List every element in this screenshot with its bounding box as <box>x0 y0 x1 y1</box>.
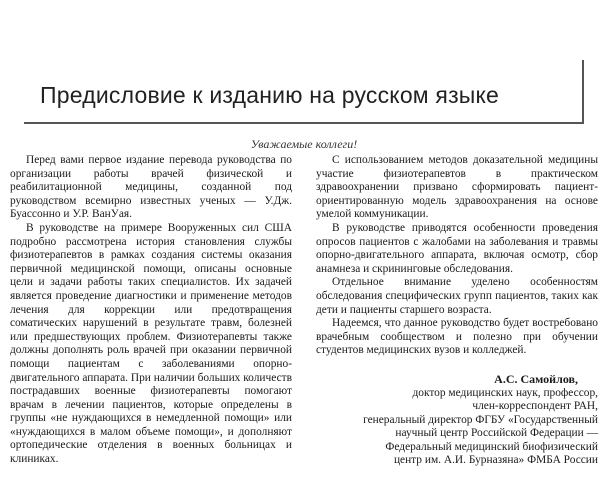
signature-line: доктор медицинских наук, профессор, <box>412 386 598 399</box>
signature-line: центр им. А.И. Бурназяна» ФМБА России <box>393 454 598 467</box>
signature-line: научный центр Российской Федерации — <box>395 427 598 440</box>
signature-name: А.С. Самойлов, <box>494 371 578 386</box>
paragraph: Отдельное внимание уделено особенностям обследования специфических групп пациентов, таких как дети и пациенты старшего возраста. <box>316 276 598 316</box>
page-title: Предисловие к изданию на русском языке <box>40 82 500 108</box>
paragraph: В руководстве приводятся особенности проведения опросов пациентов с жалобами на заболевания и травмы опорно-двигательного аппарата, включая осмотр, сбор анамнеза и скрининговые обследования. <box>316 221 598 275</box>
signature-block <box>316 373 598 468</box>
signature-line: член-корреспондент РАН, <box>472 400 598 413</box>
signature-line: генеральный директор ФГБУ «Государственный <box>363 413 598 426</box>
signature-line: Федеральный медицинский биофизический <box>385 440 598 453</box>
paragraph: Перед вами первое издание перевода руководства по организации работы врачей физической и реабилитационной медицины, созданной под руководством всемирно известных ученых — У.Дж. Буассонно и У.Р. ВанУая. <box>10 154 292 221</box>
right-column <box>316 154 598 468</box>
paragraph: В руководстве на примере Вооруженных сил США подробно рассмотрена история становления службы физиотерапевтов в рамках создания системы оказания первичной медицинской помощи, описаны основные цели и задачи работы таких специалистов. Их задачей является проведение диагностики и применение методов лечения для коррекции или предотвращения соматических нарушений в результате травм, болезней или предшествующих проблем. Физиотерапевты также должны дополнять роль врачей при оказании первичной помощи пациентам с заболеваниями опорно-двигательного аппарата. При наличии больших количеств пострадавших военные физиотерапевты помогают врачам в лечении пациентов, которые определены в группы «не нуждающихся в немедленной помощи» или «нуждающихся в малом объеме помощи», и дополняют ортопедические отделения в военных больницах и клиниках. <box>10 221 292 466</box>
paragraph: С использованием методов доказательной медицины участие физиотерапевтов в практическом здравоохранении призвано сформировать пациент-ориентированную модель здравоохранения на основе умелой коммуникации. <box>316 154 598 221</box>
paragraph: Надеемся, что данное руководство будет востребовано врачебным сообществом и полезно при обучении студентов медицинских вузов и колледжей. <box>316 317 598 357</box>
left-column <box>10 154 292 467</box>
greeting: Уважаемые коллеги! <box>250 137 358 151</box>
